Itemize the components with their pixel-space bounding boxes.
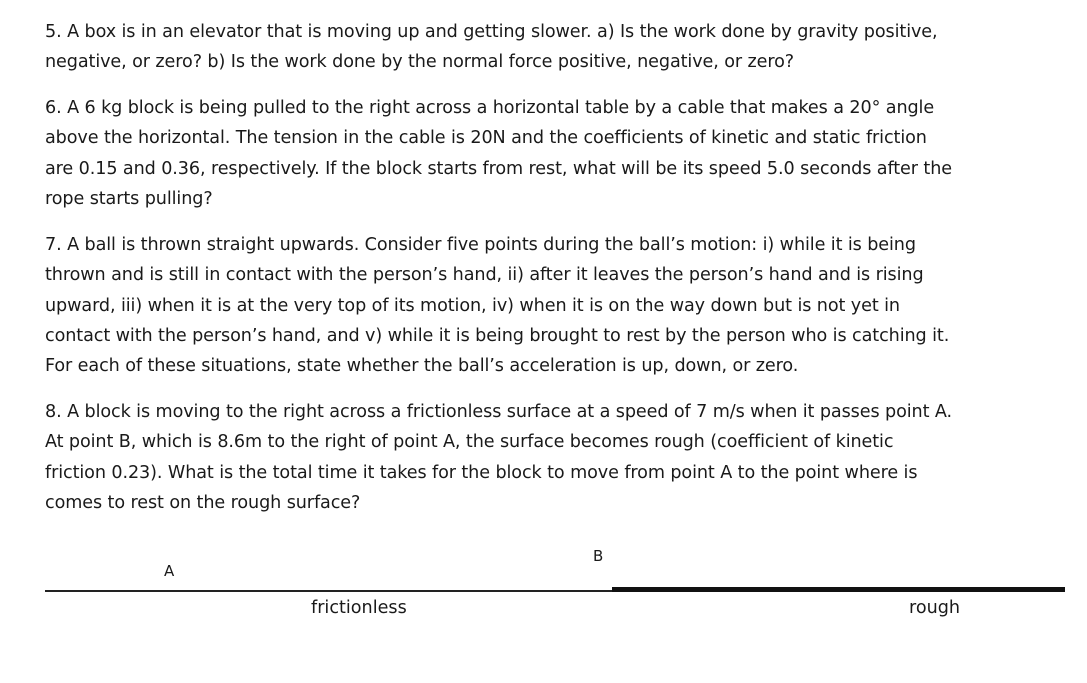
problem-line: 8. A block is moving to the right across a frictionless surface at a speed of 7 m/s when it passes point A. — [45, 402, 952, 422]
problem-line: above the horizontal. The tension in the cable is 20N and the coefficients of kinetic and static friction — [45, 128, 927, 149]
problem-6 — [45, 93, 1045, 214]
problem-line: For each of these situations, state whether the ball’s acceleration is up, down, or zero. — [45, 356, 799, 377]
problem-line: friction 0.23). What is the total time it takes for the block to move from point A to the point where is — [45, 462, 918, 483]
problem-line: are 0.15 and 0.36, respectively. If the block starts from rest, what will be its speed 5.0 seconds after the — [45, 158, 952, 179]
problem-line: negative, or zero? b) Is the work done by the normal force positive, negative, or zero? — [45, 52, 795, 73]
problem-7 — [45, 230, 1045, 381]
frictionless-surface-line — [45, 590, 612, 592]
problem-5 — [45, 17, 1045, 78]
point-a-label: A — [164, 562, 175, 580]
problem-line: contact with the person’s hand, and v) while it is being brought to rest by the person who is catching it. — [45, 325, 950, 346]
rough-surface-line — [612, 587, 1065, 592]
frictionless-label: frictionless — [311, 598, 407, 618]
rough-label: rough — [909, 598, 961, 618]
point-b-label: B — [593, 547, 604, 565]
problem-line: 5. A box is in an elevator that is moving up and getting slower. a) Is the work done by gravity positive, — [45, 22, 938, 42]
problem-8 — [45, 397, 1045, 518]
problem-line: thrown and is still in contact with the person’s hand, ii) after it leaves the person’s hand and is rising — [45, 265, 924, 286]
surface-diagram — [0, 540, 1087, 640]
problem-line: rope starts pulling? — [45, 188, 213, 209]
problem-line: 6. A 6 kg block is being pulled to the right across a horizontal table by a cable that makes a 20° angle — [45, 98, 935, 118]
problem-line: At point B, which is 8.6m to the right of point A, the surface becomes rough (coefficient of kinetic — [45, 432, 894, 453]
problem-line: 7. A ball is thrown straight upwards. Consider five points during the ball’s motion: i) while it is being — [45, 235, 916, 255]
problem-line: upward, iii) when it is at the very top of its motion, iv) when it is on the way down but is not yet in — [45, 295, 900, 316]
problem-line: comes to rest on the rough surface? — [45, 492, 361, 513]
